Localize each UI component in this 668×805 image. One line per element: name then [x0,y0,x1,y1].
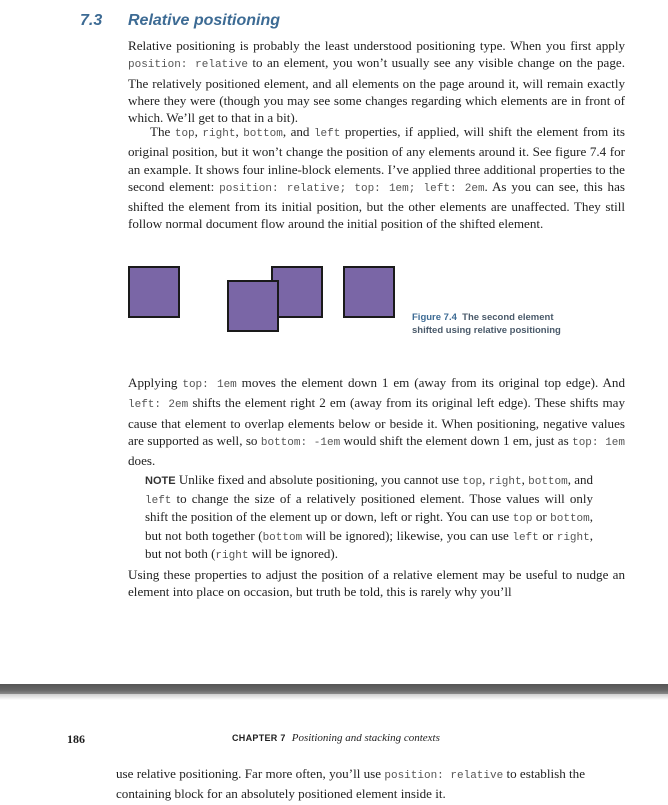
page-number: 186 [67,732,85,746]
figure-number: Figure 7.4 [412,312,457,323]
section-number: 7.3 [80,12,103,29]
paragraph-applying: Applying top: 1em moves the element down 1 em (away from its original top edge). And left: 2em shifts the element right 2 em (away from its original left edge). These shifts may cause that element to overlap elements below or beside it. When positioning, negative values are supported as well, so bottom: -1em would shift the element down 1 em, just as top: 1em does. [128,375,626,469]
section-title: Relative positioning [128,12,281,29]
paragraph-continued: use relative positioning. Far more often, you’ll use position: relative to establish the containing block for an absolutely positioned element inside it. [116,766,586,802]
figure-box-3 [271,266,323,318]
figure-box-4 [343,266,395,318]
running-head [232,732,440,744]
note-label: NOTE [145,475,176,487]
page-break-bar [0,684,668,694]
note-block: NOTE Unlike fixed and absolute positioning, you cannot use top, right, bottom, and left to change the size of a relatively positioned element. Those values will only shift the position of the element up or down, left or right. You can use top or bottom, but not both together (bottom will be ignored); likewise, you can use left or right, but not both (right will be ignored). [145,472,594,562]
figure-box-1 [128,266,180,318]
page-break-shadow [0,694,668,700]
figure-caption: Figure 7.4 The second element shifted using relative positioning [412,312,561,336]
paragraph-using: Using these properties to adjust the position of a relative element may be useful to nudge an element into place on occasion, but truth be told, this is rarely why you’ll [128,567,625,600]
paragraph-offset-properties: The top, right, bottom, and left properties, if applied, will shift the element from its original position, but it won’t change the position of any elements around it. See figure 7.4 for an example. It shows four inline-block elements. I’ve applied three additional properties to the second element: position: relative; top: 1em; left: 2em. As you can see, this has shifted the element from its initial position, but the other elements are unaffected. They still follow normal document flow around the initial position of the shifted element. [128,124,626,232]
figure-box-2-shifted [227,280,279,332]
paragraph-intro: Relative positioning is probably the least understood positioning type. When you first apply position: relative to an element, you won’t usually see any visible change on the page. The relatively positioned element, and all elements on the page around it, will remain exactly where they were (though you may see some changes regarding which elements are in front of which. We’ll get to that in a bit). [128,38,625,126]
chapter-title: Positioning and stacking contexts [291,732,440,744]
chapter-label: CHAPTER 7 [232,733,286,743]
